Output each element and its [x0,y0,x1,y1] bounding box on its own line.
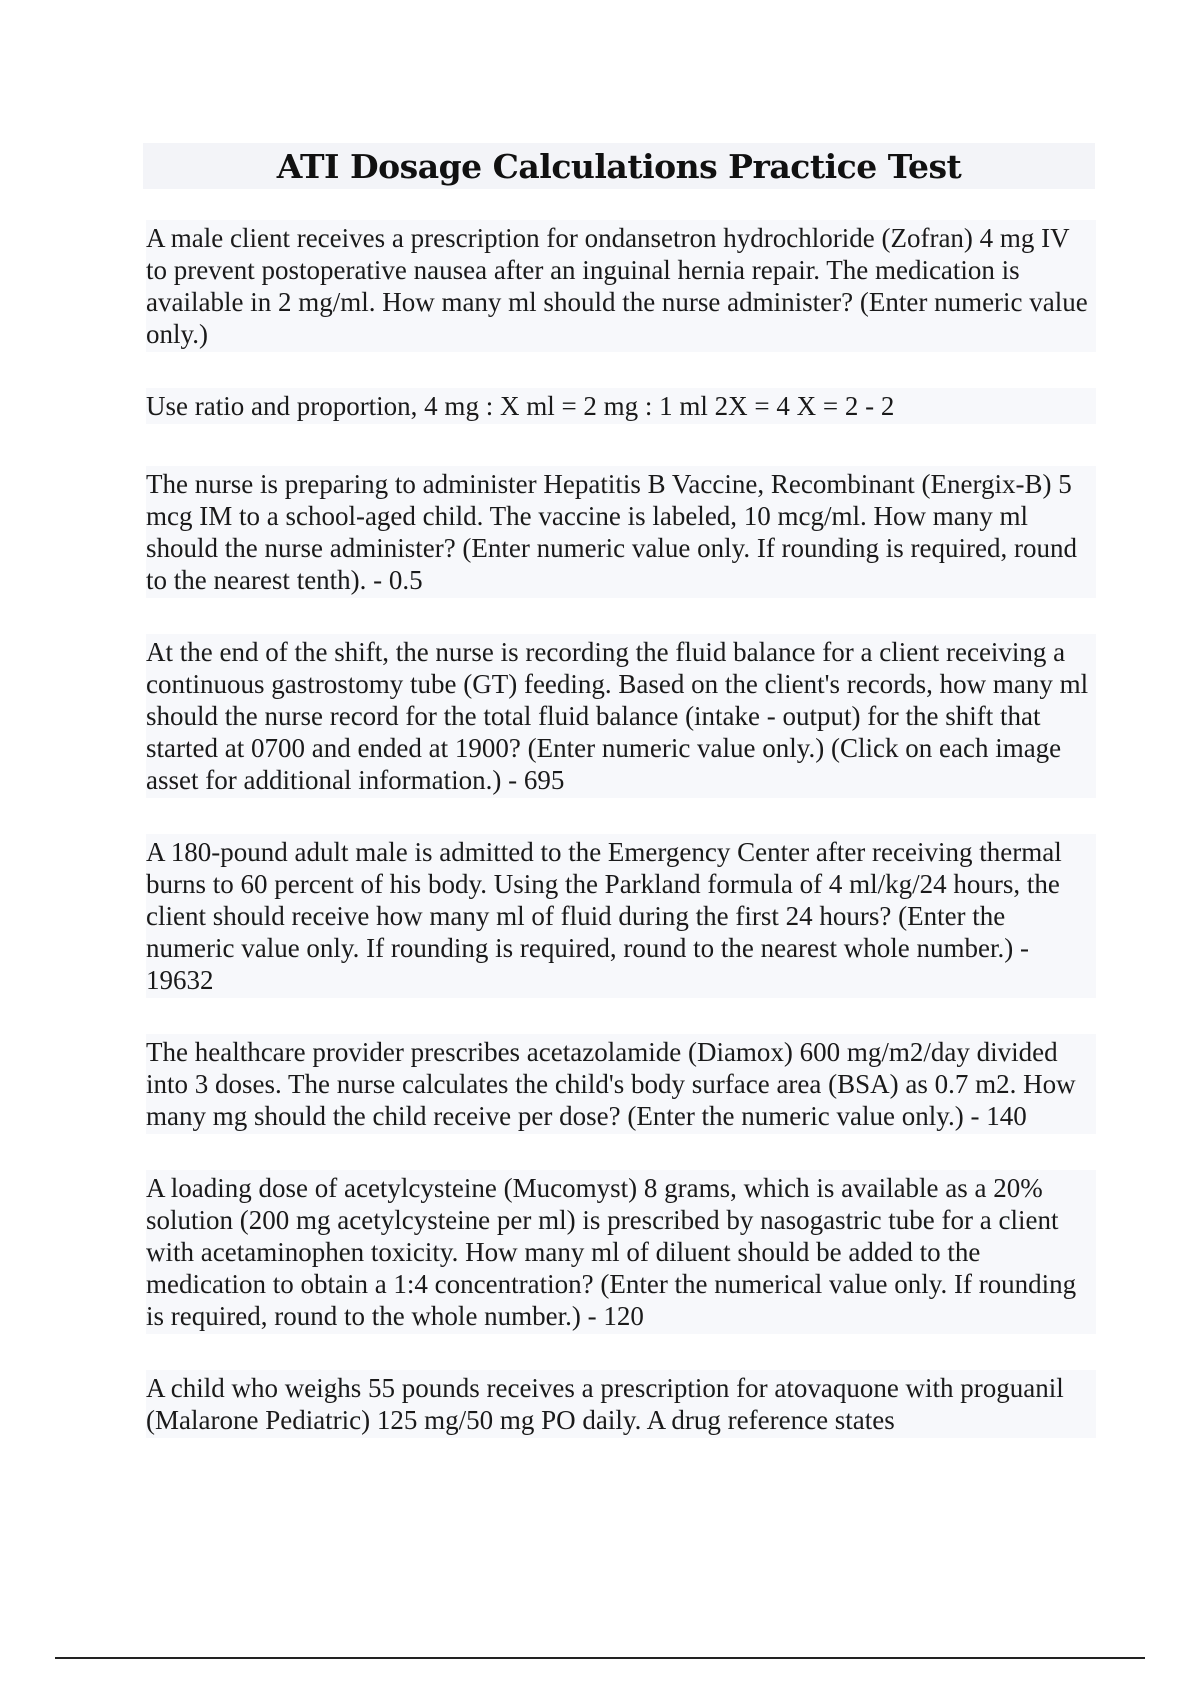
question-paragraph: At the end of the shift, the nurse is recording the fluid balance for a client receiving a continuous gastrostomy tube (GT) feeding. Based on the client's records, how many ml should the nurse record for the total fluid balance (intake - output) for the shift that started at 0700 and ended at 1900? (Enter numeric value only.) (Click on each image asset for additional information.) - 695 [146,634,1096,798]
document-body [146,220,1096,1474]
question-paragraph: A loading dose of acetylcysteine (Mucomyst) 8 grams, which is available as a 20% solution (200 mg acetylcysteine per ml) is prescribed by nasogastric tube for a client with acetaminophen toxicity. How many ml of diluent should be added to the medication to obtain a 1:4 concentration? (Enter the numerical value only. If rounding is required, round to the whole number.) - 120 [146,1170,1096,1334]
question-paragraph: The healthcare provider prescribes acetazolamide (Diamox) 600 mg/m2/day divided into 3 doses. The nurse calculates the child's body surface area (BSA) as 0.7 m2. How many mg should the child receive per dose? (Enter the numeric value only.) - 140 [146,1034,1096,1134]
question-paragraph: A male client receives a prescription for ondansetron hydrochloride (Zofran) 4 mg IV to prevent postoperative nausea after an inguinal hernia repair. The medication is available in 2 mg/ml. How many ml should the nurse administer? (Enter numeric value only.) [146,220,1096,352]
question-paragraph: A 180-pound adult male is admitted to the Emergency Center after receiving thermal burns to 60 percent of his body. Using the Parkland formula of 4 ml/kg/24 hours, the client should receive how many ml of fluid during the first 24 hours? (Enter the numeric value only. If rounding is required, round to the nearest whole number.) - 19632 [146,834,1096,998]
page-title: ATI Dosage Calculations Practice Test [276,146,962,186]
question-paragraph: A child who weighs 55 pounds receives a prescription for atovaquone with proguanil (Malarone Pediatric) 125 mg/50 mg PO daily. A drug reference states [146,1370,1096,1438]
footer-divider [55,1657,1145,1659]
title-bar [143,143,1095,189]
question-paragraph: The nurse is preparing to administer Hepatitis B Vaccine, Recombinant (Energix-B) 5 mcg IM to a school-aged child. The vaccine is labeled, 10 mcg/ml. How many ml should the nurse administer? (Enter numeric value only. If rounding is required, round to the nearest tenth). - 0.5 [146,466,1096,598]
answer-paragraph: Use ratio and proportion, 4 mg : X ml = 2 mg : 1 ml 2X = 4 X = 2 - 2 [146,388,1096,424]
